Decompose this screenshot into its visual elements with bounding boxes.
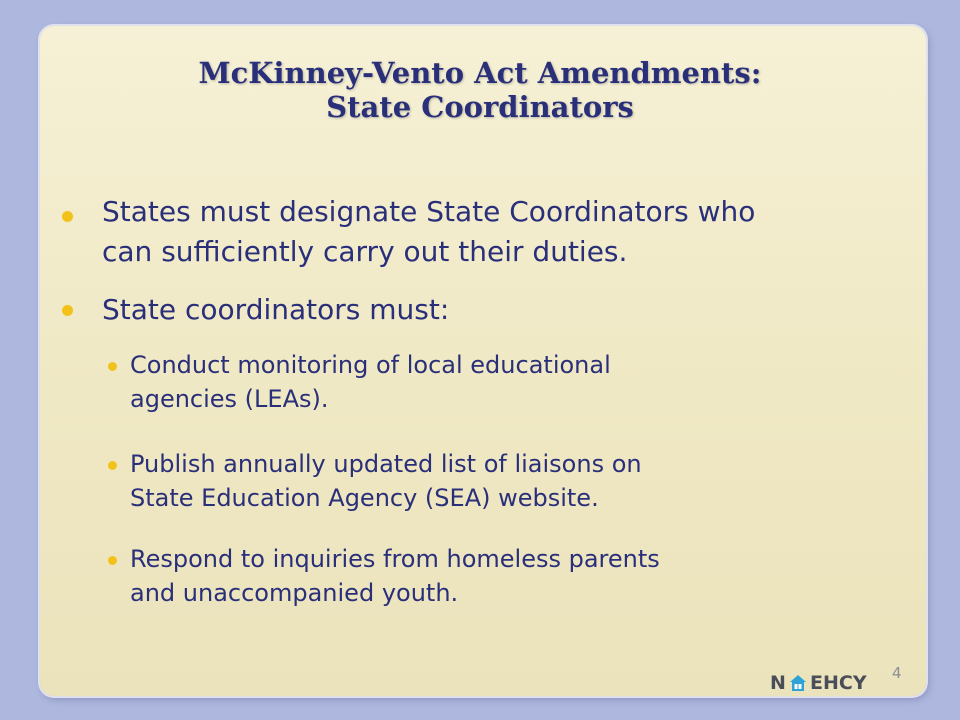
bullet-item-2	[102, 290, 922, 330]
logo-letters-ehcy: EHCY	[810, 672, 867, 694]
house-book-icon	[789, 674, 807, 692]
nchey-logo	[770, 672, 880, 694]
sub-bullet-item-2-line-2: State Education Agency (SEA) website.	[130, 484, 599, 512]
slide-title-line-2: State Coordinators	[326, 90, 634, 124]
bullet-item-1-line-1: States must designate State Coordinators who	[102, 195, 756, 228]
sub-bullet-item-1-line-1: Conduct monitoring of local educational	[130, 351, 611, 379]
sub-bullet-item-3	[130, 542, 920, 610]
sub-bullet-item-1-line-2: agencies (LEAs).	[130, 385, 329, 413]
page-number: 4	[892, 664, 902, 682]
bullet-marker	[62, 305, 73, 316]
sub-bullet-marker	[108, 461, 117, 470]
sub-bullet-marker	[108, 362, 117, 371]
sub-bullet-item-3-line-1: Respond to inquiries from homeless parents	[130, 545, 660, 573]
bullet-item-1	[102, 192, 922, 272]
bullet-item-1-line-2: can sufficiently carry out their duties.	[102, 235, 628, 268]
sub-bullet-item-3-line-2: and unaccompanied youth.	[130, 579, 459, 607]
bullet-marker	[62, 211, 73, 222]
sub-bullet-marker	[108, 556, 117, 565]
sub-bullet-item-2-line-1: Publish annually updated list of liaisons on	[130, 450, 642, 478]
logo-letter-n: N	[770, 672, 786, 694]
slide-title-line-1: McKinney-Vento Act Amendments:	[198, 56, 762, 90]
sub-bullet-item-1	[130, 348, 920, 416]
sub-bullet-item-2	[130, 447, 920, 515]
bullet-item-2-line-1: State coordinators must:	[102, 293, 450, 326]
